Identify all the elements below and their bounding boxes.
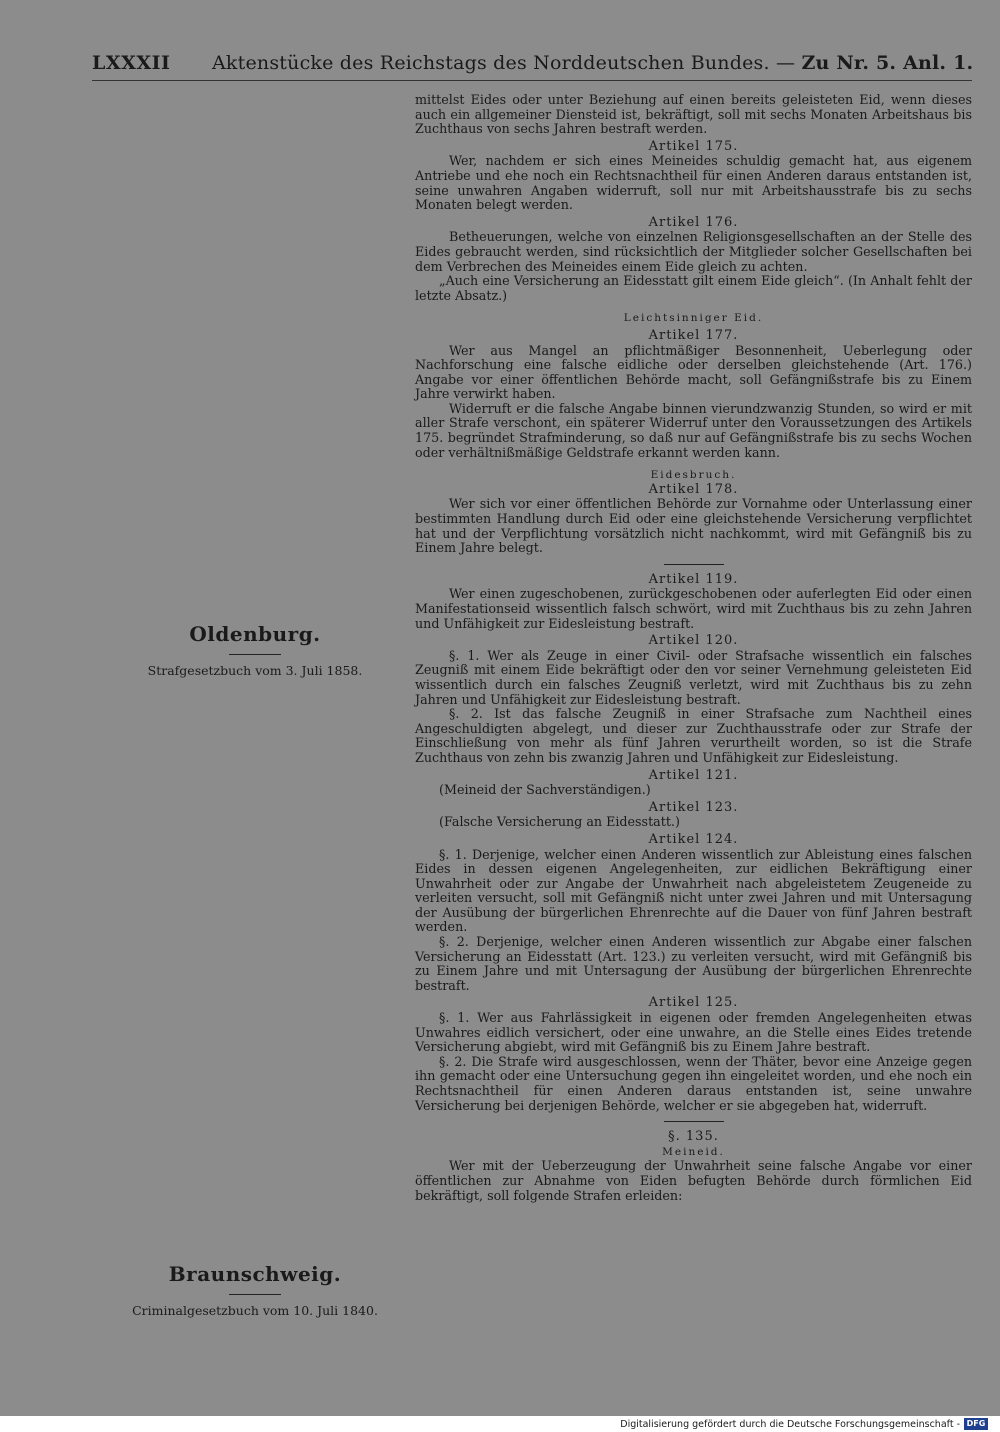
- paragraph: (Meineid der Sachverständigen.): [439, 782, 651, 798]
- heading-rule: [229, 654, 281, 655]
- footer-credit: Digitalisierung gefördert durch die Deutsche Forschungsgemeinschaft -: [620, 1419, 960, 1430]
- article-heading: Artikel 119.: [648, 571, 739, 587]
- header-reference: Zu Nr. 5. Anl. 1.: [801, 52, 974, 74]
- article-heading: Artikel 123.: [648, 799, 739, 815]
- section-divider: [664, 1121, 724, 1122]
- paragraph: mittelst Eides oder unter Beziehung auf einen bereits geleisteten Eid, wenn dieses auch ein allgemeiner Diensteid ist, bekräftigt, soll mit sechs Monaten Arbeitshaus bis Zuchthaus von sechs Jahren bestraft werden.: [415, 92, 972, 137]
- dfg-logo: DFG: [964, 1418, 988, 1430]
- paragraph-heading: §. 135.: [668, 1129, 719, 1145]
- paragraph: §. 1. Wer als Zeuge in einer Civil- oder Strafsache wissentlich ein falsches Zeugniß mit einem Eide bekräftigt oder den vor seiner Vernehmung geleisteten Eid wissentlich durch ein falsches Zeugniß verletzt, wird mit Zuchthaus bis zu zehn Jahren und Unfähigkeit zur Eidesleistung bestraft.: [415, 647, 972, 707]
- header-title-text: Aktenstücke des Reichstags des Norddeutschen Bundes.: [212, 52, 770, 74]
- article-heading: Artikel 178.: [648, 481, 739, 497]
- paragraph: „Auch eine Versicherung an Eidesstatt gilt einem Eide gleich“. (In Anhalt fehlt der letzte Absatz.): [415, 273, 972, 303]
- heading-rule: [229, 1294, 281, 1295]
- code-citation-oldenburg: Strafgesetzbuch vom 3. Juli 1858.: [147, 663, 363, 678]
- paragraph: Widerruft er die falsche Angabe binnen vierundzwanzig Stunden, so wird er mit aller Strafe verschont, ein späterer Widerruf unter den Voraussetzungen des Artikels 175. begründet Strafminderung, so daß nur auf Gefängnißstrafe bis zu sechs Wochen oder verhältnißmäßige Geldstrafe erkannt werden kann.: [415, 400, 972, 460]
- paragraph: §. 2. Ist das falsche Zeugniß in einer Strafsache zum Nachtheil eines Angeschuldigten abgelegt, und dieser zur Zuchthausstrafe oder zur Strafe der Einschließung von mehr als fünf Jahren verurtheilt worden, so ist die Strafe Zuchthaus von zehn bis zwanzig Jahren und Unfähigkeit zur Eidesleistung.: [415, 706, 972, 765]
- article-heading: Artikel 124.: [648, 831, 739, 847]
- section-subheading: Eidesbruch.: [650, 469, 737, 482]
- paragraph: Wer einen zugeschobenen, zurückgeschobenen oder auferlegten Eid oder einen Manifestationseid wissentlich falsch schwört, wird mit Zuchthaus bis zu zehn Jahren und Unfähigkeit zur Eidesleistung bestraft.: [415, 586, 972, 631]
- header-title: [212, 52, 973, 74]
- margin-oldenburg: [100, 622, 410, 678]
- main-text-column: [415, 93, 972, 1203]
- header-dash: —: [776, 52, 796, 74]
- code-citation-braunschweig: Criminalgesetzbuch vom 10. Juli 1840.: [132, 1303, 378, 1318]
- article-heading: Artikel 177.: [648, 327, 739, 343]
- paragraph: §. 1. Derjenige, welcher einen Anderen wissentlich zur Ableistung eines falschen Eides in dessen eigenen Angelegenheiten, zur eidlichen Bekräftigung einer Unwahrheit oder zur Angabe der Unwahrheit nach abgeleistetem Zeugeneide zu verleiten versucht, soll mit Gefängniß nicht unter zwei Jahren und mit Untersagung der Ausübung der bürgerlichen Ehrenrechte auf die Dauer von fünf Jahren bestraft werden.: [415, 846, 972, 935]
- paragraph: Wer mit der Ueberzeugung der Unwahrheit seine falsche Angabe vor einer öffentlichen zur Abnahme von Eiden befugten Behörde durch förmlichen Eid bekräftigt, soll folgende Strafen erleiden:: [415, 1158, 972, 1203]
- article-heading: Artikel 121.: [648, 767, 739, 783]
- state-heading-braunschweig: Braunschweig.: [168, 1262, 342, 1286]
- paragraph: §. 2. Die Strafe wird ausgeschlossen, wenn der Thäter, bevor eine Anzeige gegen ihn gemacht oder eine Untersuchung gegen ihn eingeleitet worden, und ehe noch ein Rechtsnachtheil für einen Anderen daraus entstanden ist, seine unwahre Versicherung bei derjenigen Behörde, welcher er sie abgegeben hat, widerruft.: [415, 1053, 972, 1113]
- section-subheading: Meineid.: [662, 1145, 725, 1158]
- article-heading: Artikel 125.: [648, 995, 739, 1011]
- paragraph: §. 2. Derjenige, welcher einen Anderen wissentlich zur Abgabe einer falschen Versicherung an Eidesstatt (Art. 123.) zu verleiten versucht, wird mit Gefängniß bis zu Einem Jahre und mit Untersagung der Ausübung der bürgerlichen Ehrenrechte bestraft.: [415, 934, 972, 993]
- paragraph: §. 1. Wer aus Fahrlässigkeit in eigenen oder fremden Angelegenheiten etwas Unwahres eidlich versichert, oder eine unwahre, an die Stelle eines Eides tretende Versicherung abgiebt, wird mit Gefängniß bis zu Einem Jahre bestraft.: [415, 1010, 972, 1055]
- paragraph: Wer aus Mangel an pflichtmäßiger Besonnenheit, Ueberlegung oder Nachforschung eine falsche eidliche oder derselben gleichstehende (Art. 176.) Angabe vor einer öffentlichen Behörde macht, soll Gefängnißstrafe bis zu Einem Jahre verwirkt haben.: [415, 342, 972, 402]
- state-heading-oldenburg: Oldenburg.: [189, 622, 321, 646]
- article-heading: Artikel 176.: [648, 214, 739, 230]
- paragraph: Betheuerungen, welche von einzelnen Religionsgesellschaften an der Stelle des Eides gebraucht werden, sind rücksichtlich der Mitglieder solcher Gesellschaften bei dem Verbrechen des Meineides einem Eide gleich zu achten.: [415, 229, 972, 274]
- page-header: [92, 50, 972, 81]
- paragraph: Wer, nachdem er sich eines Meineides schuldig gemacht hat, aus eigenem Antriebe und ehe noch ein Rechtsnachtheil für einen Anderen daraus entstanden ist, seine unwahren Angaben widerruft, soll nur mit Arbeitshausstrafe bis zu sechs Monaten belegt werden.: [415, 153, 972, 213]
- paragraph: (Falsche Versicherung an Eidesstatt.): [439, 814, 680, 830]
- paragraph: Wer sich vor einer öffentlichen Behörde zur Vornahme oder Unterlassung einer bestimmten Handlung durch Eid oder eine gleichstehende Versicherung verpflichtet hat und der Verpflichtung vorsätzlich nicht nachkommt, wird mit Gefängniß bis zu Einem Jahre belegt.: [415, 496, 972, 556]
- article-heading: Artikel 175.: [648, 138, 739, 154]
- page-footer: [0, 1418, 1000, 1432]
- page-number: LXXXII: [92, 52, 171, 74]
- section-divider: [664, 564, 724, 565]
- margin-braunschweig: [100, 1262, 410, 1318]
- article-heading: Artikel 120.: [648, 633, 739, 649]
- section-subheading: Leichtsinniger Eid.: [623, 312, 764, 325]
